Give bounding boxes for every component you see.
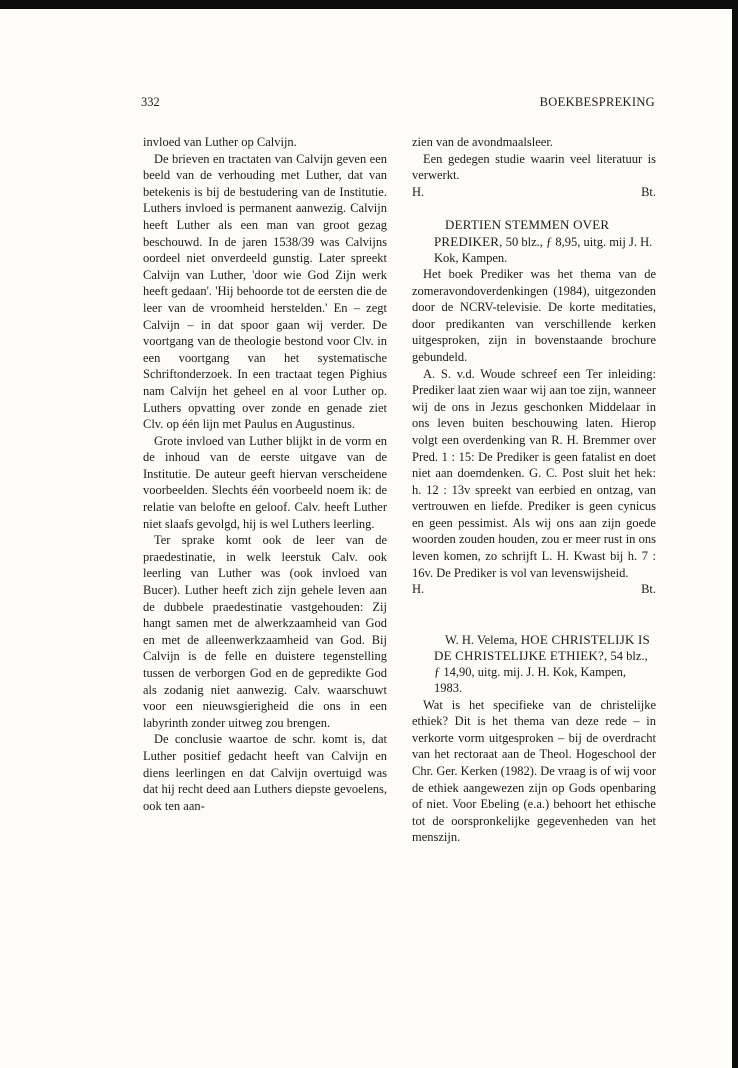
right-column <box>412 134 656 846</box>
book-title: HOE CHRISTELIJK IS DE CHRISTELIJKE ETHIEK?, <box>434 631 650 664</box>
paragraph: De conclusie waartoe de schr. komt is, dat Luther positief gedacht heeft van Calvijn en diens leerlingen en dat Calvijn overtuigd was dat hij recht deed aan Luthers diepste gevoelens, ook ten aan- <box>143 732 387 813</box>
spacer <box>412 598 656 632</box>
book-heading <box>412 632 656 697</box>
signature-initial: H. <box>412 184 425 199</box>
book-heading <box>412 217 656 266</box>
scan-right-border <box>732 0 738 1068</box>
paragraph: Het boek Prediker was het thema van de zomeravondoverdenkingen (1984), uitgezonden door de NCRV-televisie. De korte meditaties, door predikanten van verschillende kerken uitgesproken, zijn in bovenstaande brochure gebundeld. <box>412 266 656 364</box>
paragraph: Een gedegen studie waarin veel literatuur is verwerkt. <box>412 151 656 183</box>
reviewer-signature <box>412 581 656 598</box>
paragraph: Ter sprake komt ook de leer van de praedestinatie, in welk leerstuk Calv. ook leerling van Luther was (ook invloed van Bucer). Luther heeft zich zijn gehele leven aan de dubbele praedestinatie vastgehouden: Zij hangt samen met de alwerkzaamheid van God en met de alleenwerkzaamheid van God. Bij Calvijn is de felle en duistere tegenstelling tussen de verborgen God en de gepredikte God als zodanig niet aanwezig. Calv. waarschuwt voor een nieuwsgierigheid die ons in een labyrinth zonder uitweg zou brengen. <box>143 533 387 730</box>
reviewer-signature <box>412 184 656 201</box>
book-title: DERTIEN STEMMEN OVER PREDIKER, <box>434 217 610 249</box>
page-number: 332 <box>141 95 160 109</box>
paragraph: Grote invloed van Luther blijkt in de vorm en de inhoud van de eerste uitgave van de Institutie. De auteur geeft hiervan verscheidene voorbeelden. Slechts één voorbeeld noem ik: de relatie van belofte en geloof. Calv. heeft Luther niet slaafs gevolgd, hij is wel Luthers leerling. <box>143 433 387 531</box>
paragraph: De brieven en tractaten van Calvijn geven een beeld van de verhouding met Luther, dat van betekenis is bij de bestudering van de Institutie. Luthers invloed is permanent aanwezig. Calvijn heeft Luther als een man van groot gezag beschouwd. In de jaren 1538/39 was Calvijns oordeel niet onverdeeld gunstig. Later spreekt Calvijn van Luther, 'door wie God Zijn werk heeft gedaan'. 'Hij behoorde tot de eersten die de leer van de vroomheid herstelden.' En – zegt Calvijn – in dat spoor gaan wij verder. De voortgang van de theologie bestond voor Clv. in een voortgang van het systematische Schriftonderzoek. In een tractaat tegen Pighius nam Calvijn het geheel en al voor Luther op. Luthers opvatting over zonde en genade ziet Clv. op één lijn met Paulus en Augustinus. <box>143 151 387 432</box>
book-author: W. H. Velema, <box>445 632 518 647</box>
spacer <box>412 200 656 217</box>
book-details: 54 blz., ƒ 14,90, uitg. mij. J. H. Kok, Kampen, 1983. <box>434 649 648 696</box>
signature-initial: H. <box>412 582 425 597</box>
signature-name: Bt. <box>641 184 656 199</box>
paragraph: A. S. v.d. Woude schreef een Ter inleiding: Prediker laat zien waar wij aan toe zijn, wanneer wij de ons in Jezus geschonken Middelaar in ons leven buiten beschouwing laten. Hierop volgt een overdenking van R. H. Bremmer over Pred. 1 : 15: De Prediker is geen fatalist en doet niet aan doemdenken. G. C. Post sluit het hek: h. 12 : 13v spreekt van eerbied en ontzag, van vertrouwen en liefde. Prediker is geen cynicus en geen pessimist. Als wij ons aan zijn goede woorden zouden houden, zou er meer rust in ons leven komen, zo schrijft L. H. Kwast bij h. 7 : 16v. De Prediker is vol van levenswijsheid. <box>412 366 656 580</box>
paragraph: Wat is het specifieke van de christelijke ethiek? Dit is het thema van deze rede – in verkorte vorm uitgesproken – bij de overdracht van het rectoraat aan de Theol. Hogeschool der Chr. Ger. Kerken (1982). De vraag is of wij voor de ethiek aangewezen zijn op Gods openbaring of niet. Voor Ebeling (e.a.) behoort het ethische tot de oorspronkelijke gegevenheden van het menszijn. <box>412 697 656 845</box>
book-details: 50 blz., ƒ 8,95, uitg. mij J. H. Kok, Kampen. <box>434 234 653 265</box>
signature-name: Bt. <box>641 582 656 597</box>
left-column <box>143 134 387 814</box>
section-title: BOEKBESPREKING <box>539 95 655 109</box>
paragraph: zien van de avondmaalsleer. <box>412 135 553 149</box>
scan-top-border <box>0 0 738 9</box>
paragraph: invloed van Luther op Calvijn. <box>143 135 297 149</box>
